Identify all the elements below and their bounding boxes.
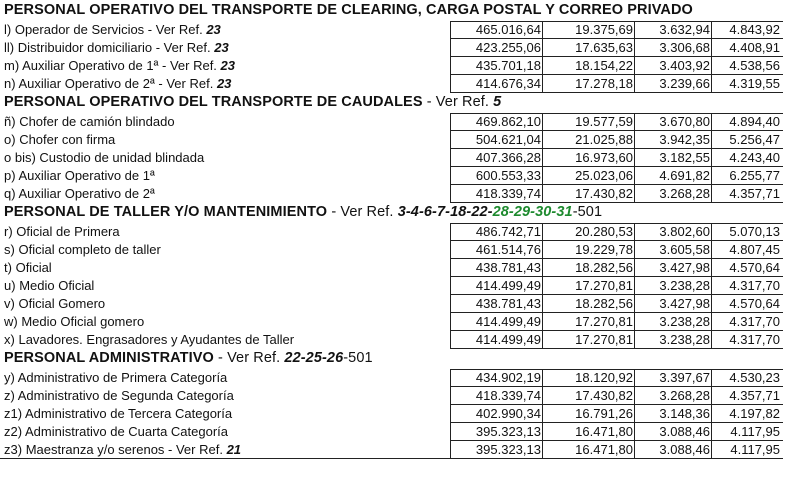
section-title-text: PERSONAL OPERATIVO DEL TRANSPORTE DE CLEARING, CARGA POSTAL Y CORREO PRIVADO (4, 2, 693, 18)
section-header (0, 349, 800, 369)
column-divider (450, 113, 451, 203)
row-label-text: Oficial Gomero (18, 296, 106, 311)
value-cell-col3: 3.632,94 (659, 22, 710, 37)
value-cell-col3: 4.691,82 (659, 168, 710, 183)
row-label (4, 260, 52, 275)
section-title (4, 350, 373, 366)
value-cell-col3: 3.397,67 (659, 370, 710, 385)
row-prefix: t) (4, 260, 12, 275)
value-cell-col2: 17.270,81 (575, 278, 633, 293)
column-divider (542, 113, 543, 203)
value-cell-col4: 4.317,70 (729, 332, 780, 347)
value-cell-col2: 17.270,81 (575, 314, 633, 329)
table-row (0, 331, 800, 349)
value-cell-col4: 4.894,40 (729, 114, 780, 129)
value-cell-col1: 395.323,13 (475, 424, 541, 439)
value-cell-col1: 402.990,34 (475, 406, 541, 421)
value-cell-col2: 18.120,92 (575, 370, 633, 385)
row-prefix: o bis) (4, 150, 36, 165)
value-cell-col4: 4.319,55 (729, 76, 780, 91)
table-row (0, 405, 800, 423)
section-ref-number: 22-25-26 (284, 350, 344, 366)
value-cell-col1: 407.366,28 (475, 150, 541, 165)
value-cell-col1: 423.255,06 (475, 40, 541, 55)
value-cell-col2: 17.270,81 (575, 332, 633, 347)
table-row (0, 259, 800, 277)
row-label (4, 150, 204, 165)
value-cell-col1: 486.742,71 (475, 224, 541, 239)
column-divider (450, 369, 451, 459)
column-divider (542, 223, 543, 349)
value-cell-col2: 19.229,78 (575, 242, 633, 257)
column-divider (711, 113, 712, 203)
section-title (4, 2, 693, 18)
row-label-text: Distribuidor domiciliario - Ver Ref. (17, 40, 211, 55)
value-cell-col1: 600.553,33 (475, 168, 541, 183)
row-prefix: o) (4, 132, 16, 147)
section-ref-label: - Ver Ref. (426, 94, 489, 110)
row-label-text: Auxiliar Operativo de 1ª - Ver Ref. (22, 58, 217, 73)
row-prefix: y) (4, 370, 15, 385)
table-row (0, 149, 800, 167)
row-prefix: p) (4, 168, 16, 183)
value-cell-col1: 418.339,74 (475, 186, 541, 201)
value-cell-col1: 414.499,49 (475, 278, 541, 293)
column-divider (711, 223, 712, 349)
section-header (0, 93, 800, 113)
value-cell-col1: 438.781,43 (475, 296, 541, 311)
row-label (4, 40, 229, 55)
value-cell-col1: 414.499,49 (475, 332, 541, 347)
table-row (0, 441, 800, 459)
row-label (4, 224, 120, 239)
value-cell-col4: 4.570,64 (729, 260, 780, 275)
row-prefix: z3) (4, 442, 23, 457)
row-label (4, 278, 94, 293)
value-cell-col2: 17.430,82 (575, 186, 633, 201)
value-cell-col3: 3.427,98 (659, 260, 710, 275)
column-divider (711, 21, 712, 93)
table-row (0, 21, 800, 39)
value-cell-col4: 4.317,70 (729, 314, 780, 329)
row-prefix: l) (4, 22, 12, 37)
section-ref-label: - Ver Ref. (218, 350, 281, 366)
column-divider (634, 223, 635, 349)
table-row (0, 423, 800, 441)
section-title-text: PERSONAL ADMINISTRATIVO (4, 350, 214, 366)
table-row (0, 241, 800, 259)
value-cell-col2: 18.282,56 (575, 296, 633, 311)
value-cell-col1: 504.621,04 (475, 132, 541, 147)
row-label-text: Custodio de unidad blindada (39, 150, 205, 165)
value-cell-col2: 19.577,59 (575, 114, 633, 129)
value-cell-col1: 465.016,64 (475, 22, 541, 37)
section-ref-label: - Ver Ref. (331, 204, 394, 220)
value-cell-col4: 4.843,92 (729, 22, 780, 37)
value-cell-col3: 3.942,35 (659, 132, 710, 147)
row-label-text: Medio Oficial (19, 278, 95, 293)
column-divider (711, 369, 712, 459)
value-cell-col4: 4.408,91 (729, 40, 780, 55)
row-label (4, 132, 115, 147)
value-cell-col4: 4.538,56 (729, 58, 780, 73)
value-cell-col4: 4.570,64 (729, 296, 780, 311)
value-cell-col3: 3.268,28 (659, 388, 710, 403)
row-prefix: z2) (4, 424, 23, 439)
table-row (0, 295, 800, 313)
row-prefix: s) (4, 242, 15, 257)
value-cell-col4: 4.357,71 (729, 388, 780, 403)
value-cell-col3: 3.427,98 (659, 296, 710, 311)
row-prefix: ll) (4, 40, 15, 55)
value-cell-col4: 5.070,13 (729, 224, 780, 239)
table-row (0, 277, 800, 295)
section-title (4, 94, 501, 110)
row-label (4, 406, 232, 421)
row-label-text: Operador de Servicios - Ver Ref. (14, 22, 203, 37)
row-prefix: x) (4, 332, 15, 347)
row-ref-number: 23 (216, 76, 232, 91)
value-cell-col2: 17.278,18 (575, 76, 633, 91)
value-cell-col3: 3.239,66 (659, 76, 710, 91)
row-label (4, 332, 294, 347)
value-cell-col1: 435.701,18 (475, 58, 541, 73)
value-cell-col1: 461.514,76 (475, 242, 541, 257)
value-cell-col2: 16.973,60 (575, 150, 633, 165)
row-prefix: z1) (4, 406, 23, 421)
section-header (0, 203, 800, 223)
row-ref-number: 21 (226, 442, 242, 457)
section-ref-number: 3-4-6-7-18-22- (397, 204, 493, 220)
table-row (0, 185, 800, 203)
row-label-text: Auxiliar Operativo de 2ª (18, 186, 155, 201)
row-label-text: Administrativo de Primera Categoría (17, 370, 228, 385)
value-cell-col2: 16.471,80 (575, 424, 633, 439)
table-row (0, 131, 800, 149)
section-top-rule (450, 223, 783, 224)
column-divider (542, 21, 543, 93)
value-cell-col2: 17.635,63 (575, 40, 633, 55)
row-label (4, 442, 241, 457)
value-cell-col2: 17.430,82 (575, 388, 633, 403)
row-label (4, 22, 221, 37)
row-prefix: n) (4, 76, 16, 91)
table-row (0, 167, 800, 185)
value-cell-col4: 4.117,95 (730, 442, 780, 457)
row-label-text: Auxiliar Operativo de 2ª - Ver Ref. (18, 76, 214, 91)
value-cell-col3: 3.088,46 (659, 424, 710, 439)
row-label (4, 186, 155, 201)
row-label (4, 370, 227, 385)
table-row (0, 223, 800, 241)
row-label (4, 242, 161, 257)
row-ref-number: 23 (220, 58, 236, 73)
value-cell-col4: 4.317,70 (729, 278, 780, 293)
row-label (4, 168, 155, 183)
table-row (0, 369, 800, 387)
value-cell-col4: 4.530,23 (729, 370, 780, 385)
row-label (4, 424, 228, 439)
value-cell-col1: 469.862,10 (475, 114, 541, 129)
row-label-text: Auxiliar Operativo de 1ª (18, 168, 155, 183)
section-top-rule (450, 113, 783, 114)
value-cell-col3: 3.238,28 (659, 278, 710, 293)
row-prefix: u) (4, 278, 16, 293)
section-title-text: PERSONAL OPERATIVO DEL TRANSPORTE DE CAUDALES (4, 94, 423, 110)
row-prefix: r) (4, 224, 13, 239)
row-prefix: v) (4, 296, 15, 311)
value-cell-col3: 3.238,28 (659, 332, 710, 347)
value-cell-col2: 21.025,88 (575, 132, 633, 147)
column-divider (634, 21, 635, 93)
row-label (4, 314, 144, 329)
row-label-text: Maestranza y/o serenos - Ver Ref. (25, 442, 223, 457)
section-top-rule (450, 369, 783, 370)
value-cell-col2: 25.023,06 (575, 168, 633, 183)
value-cell-col4: 4.807,45 (729, 242, 780, 257)
row-prefix: m) (4, 58, 20, 73)
table-row (0, 75, 800, 93)
value-cell-col2: 18.282,56 (575, 260, 633, 275)
row-prefix: w) (4, 314, 18, 329)
column-divider (542, 369, 543, 459)
table-row (0, 113, 800, 131)
value-cell-col3: 3.403,92 (659, 58, 710, 73)
row-label-text: Medio Oficial gomero (21, 314, 145, 329)
value-cell-col2: 18.154,22 (575, 58, 633, 73)
table-row (0, 387, 800, 405)
row-label (4, 58, 235, 73)
row-label (4, 76, 231, 91)
section-top-rule (450, 21, 783, 22)
column-divider (634, 113, 635, 203)
row-label-text: Administrativo de Segunda Categoría (17, 388, 234, 403)
section-title-text: PERSONAL DE TALLER Y/O MANTENIMIENTO (4, 204, 328, 220)
row-label-text: Administrativo de Cuarta Categoría (24, 424, 229, 439)
table-row (0, 39, 800, 57)
value-cell-col4: 4.197,82 (729, 406, 780, 421)
section-ref-suffix: -501 (343, 350, 373, 366)
value-cell-col2: 19.375,69 (575, 22, 633, 37)
column-divider (450, 223, 451, 349)
value-cell-col2: 16.791,26 (575, 406, 633, 421)
value-cell-col3: 3.802,60 (659, 224, 710, 239)
row-ref-number: 23 (206, 22, 221, 37)
value-cell-col2: 20.280,53 (575, 224, 633, 239)
row-label (4, 388, 234, 403)
row-label-text: Lavadores. Engrasadores y Ayudantes de Taller (18, 332, 295, 347)
value-cell-col4: 4.117,95 (730, 424, 780, 439)
value-cell-col3: 3.182,55 (659, 150, 710, 165)
row-prefix: ñ) (4, 114, 16, 129)
table-bottom-rule (0, 458, 783, 459)
row-label (4, 114, 175, 129)
value-cell-col1: 418.339,74 (475, 388, 541, 403)
value-cell-col1: 414.676,34 (475, 76, 541, 91)
value-cell-col4: 5.256,47 (729, 132, 780, 147)
table-row (0, 57, 800, 75)
row-label-text: Administrativo de Tercera Categoría (24, 406, 233, 421)
row-prefix: z) (4, 388, 15, 403)
row-label-text: Chofer de camión blindado (19, 114, 175, 129)
row-prefix: q) (4, 186, 16, 201)
value-cell-col4: 6.255,77 (729, 168, 780, 183)
value-cell-col3: 3.306,68 (659, 40, 710, 55)
section-ref-number-highlight: 28-29-30-31 (492, 204, 573, 220)
value-cell-col2: 16.471,80 (575, 442, 633, 457)
row-label (4, 296, 105, 311)
value-cell-col1: 438.781,43 (475, 260, 541, 275)
row-label-text: Chofer con firma (19, 132, 116, 147)
value-cell-col3: 3.148,36 (659, 406, 710, 421)
value-cell-col3: 3.268,28 (659, 186, 710, 201)
value-cell-col4: 4.357,71 (729, 186, 780, 201)
value-cell-col1: 395.323,13 (475, 442, 541, 457)
value-cell-col1: 414.499,49 (475, 314, 541, 329)
row-label-text: Oficial (15, 260, 52, 275)
section-header (0, 1, 800, 21)
column-divider (450, 21, 451, 93)
column-divider (634, 369, 635, 459)
value-cell-col3: 3.605,58 (659, 242, 710, 257)
value-cell-col4: 4.243,40 (729, 150, 780, 165)
table-row (0, 313, 800, 331)
value-cell-col3: 3.088,46 (659, 442, 710, 457)
row-label-text: Oficial completo de taller (18, 242, 161, 257)
value-cell-col3: 3.670,80 (659, 114, 710, 129)
section-ref-suffix: -501 (572, 204, 603, 220)
value-cell-col1: 434.902,19 (475, 370, 541, 385)
section-title (4, 204, 602, 220)
section-ref-number: 5 (493, 94, 502, 110)
value-cell-col3: 3.238,28 (659, 314, 710, 329)
row-label-text: Oficial de Primera (16, 224, 120, 239)
row-ref-number: 23 (214, 40, 229, 55)
